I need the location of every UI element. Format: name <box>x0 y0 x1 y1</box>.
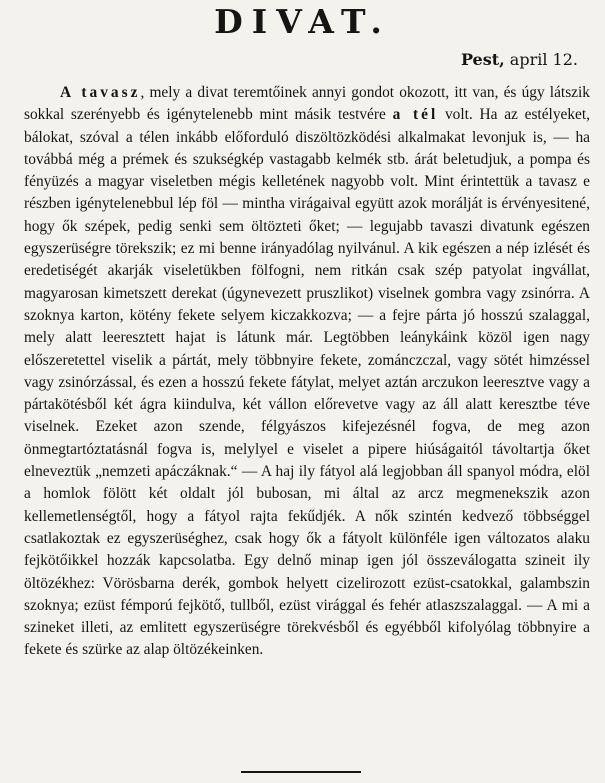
body-text-part-2: volt. Ha az estélyeket, bálokat, szóval a télen inkább előforduló diszöltözködési alkalmakat levonjuk is, — ha továbbá még a prémek és szukségkép vastagabb kelmék stb. árát beletudjuk, a pompa és fényüzés a magyar viseletben mégis kelletének nagyobb volt. Mint érintettük a tavasz e részben igénytelenebbul lép föl — mintha virágaival együtt azok morálját is érvényesitené, hogy ők szépek, pedig senki sem öltözteti őket; — legujabb tavaszi divatunk egészen egyszerüségre törekszik; ez mi benne irányadólag nyilvánul. A kik egészen a nép izlését és eredetiségét akarják viseletükben fölfogni, nem ritkán csak szép patyolat ingvállat, magyarosan kimetszett derekat (úgynevezett pruszlikot) viselnek gombra vagy zsinórra. A szoknya karton, kötény fekete selyem kiczakkozva; — a fejre párta jó hosszú szalaggal, mely alatt leeresztett hajat is látunk már. Legtöbben leánykáink közöl igen nagy előszeretettel viselik a pártát, mely többnyire fekete, zománczczal, vagy sötét himzéssel vagy zsinórzással, és ezen a hosszú fekete fátylat, melyet aztán arczukon leeresztve vagy a pártakötésből két ágra kiindulva, két vállon előrevetve vagy az áll alatt keresztbe téve viselnek. Ezeket azon szende, félgyászos kifejezésnél fogva, de meg azon önmegtartóztatásnál fogva is, melylyel e viselet a pipere hiúságaitól távoltartja őket elneveztük „nemzeti apáczáknak.“ — A haj ily fátyol alá legjobban áll spanyol módra, elöl a homlok fölött két oldalt jól bubosan, mi által az arcz megmenekszik azon kellemetlenségtől, hogy a fátyol rajta fekűdjék. A nők szintén kedvező többséggel csatlakoztak ez egyszerüséghez, csak hogy ők a fátyolt különféle igen változatos alaku fejkötőikkel hozzák kapcsolatba. Egy delnő minap igen jól összeválogatta szineit ily öltözékhez: Vörösbarna derék, gombok helyett cizelirozott ezüst-csatokkal, galambszin szoknya; ezüst fémporú fejkötő, tullből, ezüst virággal és fehér atlaszszalaggal. — A mi a szineket illeti, az emlitett egyszerüségre törekvésből és egyébből kifolyólag többnyire a fekete és szürke az alap öltözékeinken. <box>24 106 590 659</box>
body-emphasis-tel: a tél <box>392 106 439 124</box>
end-rule <box>241 771 361 773</box>
body-opening-phrase: A tavasz <box>60 84 141 101</box>
body-indent <box>24 84 60 101</box>
body-text-part-1: , mely a divat teremtőinek annyi gondot okozott, itt van, és úgy látszik sokkal szerényebb és igénytelenebb mint másik testvére <box>24 84 590 124</box>
dateline-place: Pest, <box>460 50 505 69</box>
dateline <box>461 50 578 70</box>
article-title: DIVAT. <box>214 2 391 41</box>
article-body <box>24 82 590 662</box>
dateline-date: april 12. <box>509 50 578 69</box>
